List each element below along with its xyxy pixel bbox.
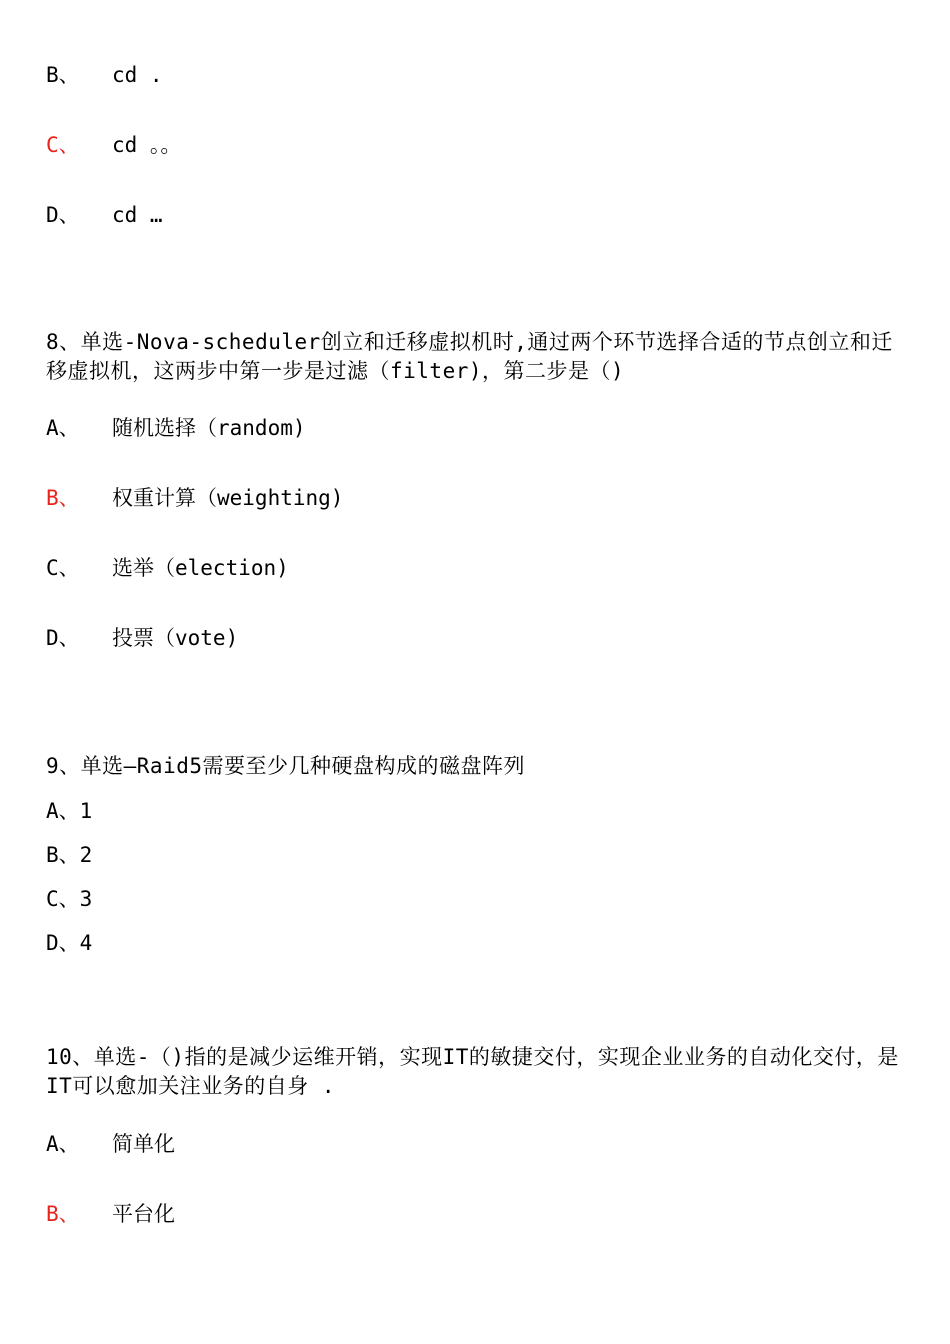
q9-option-d: D、4 — [46, 931, 93, 955]
option-text: 投票（vote) — [112, 626, 239, 650]
option-letter: A、 — [46, 416, 80, 440]
q7-option-b — [46, 60, 163, 90]
option-letter-correct: C、 — [46, 133, 80, 157]
option-text: 权重计算（weighting) — [112, 486, 344, 510]
option-text: 平台化 — [112, 1202, 175, 1226]
q10-option-a — [46, 1129, 175, 1159]
q10-option-b — [46, 1199, 175, 1229]
q8-option-b — [46, 483, 343, 513]
q9-stem: 9、单选—Raid5需要至少几种硬盘构成的磁盘阵列 — [46, 754, 525, 778]
option-letter: D、 — [46, 626, 80, 650]
option-letter-correct: B、 — [46, 1202, 80, 1226]
q8-option-a — [46, 413, 306, 443]
q8-stem: 8、单选-Nova-scheduler创立和迁移虚拟机时,通过两个环节选择合适的节点创立和迁移虚拟机，这两步中第一步是过滤（filter)，第二步是（) — [46, 330, 893, 383]
option-text: 简单化 — [112, 1132, 175, 1156]
option-text: cd … — [112, 203, 163, 227]
q10-stem: 10、单选-（)指的是减少运维开销，实现IT的敏捷交付，实现企业业务的自动化交付，是IT可以愈加关注业务的自身 . — [46, 1045, 899, 1098]
option-letter: D、 — [46, 203, 80, 227]
option-letter-correct: B、 — [46, 486, 80, 510]
q9-option-a: A、1 — [46, 799, 93, 823]
q7-option-d — [46, 200, 163, 230]
option-text: 随机选择（random) — [112, 416, 306, 440]
option-letter: A、 — [46, 1132, 80, 1156]
option-text: cd . — [112, 63, 163, 87]
q7-option-c — [46, 130, 181, 160]
q9-option-b: B、2 — [46, 843, 93, 867]
option-text: 选举（election) — [112, 556, 289, 580]
q8-option-d — [46, 623, 238, 653]
option-text: cd 。。 — [112, 133, 182, 157]
option-letter: B、 — [46, 63, 80, 87]
q8-option-c — [46, 553, 289, 583]
option-letter: C、 — [46, 556, 80, 580]
q9-option-c: C、3 — [46, 887, 93, 911]
